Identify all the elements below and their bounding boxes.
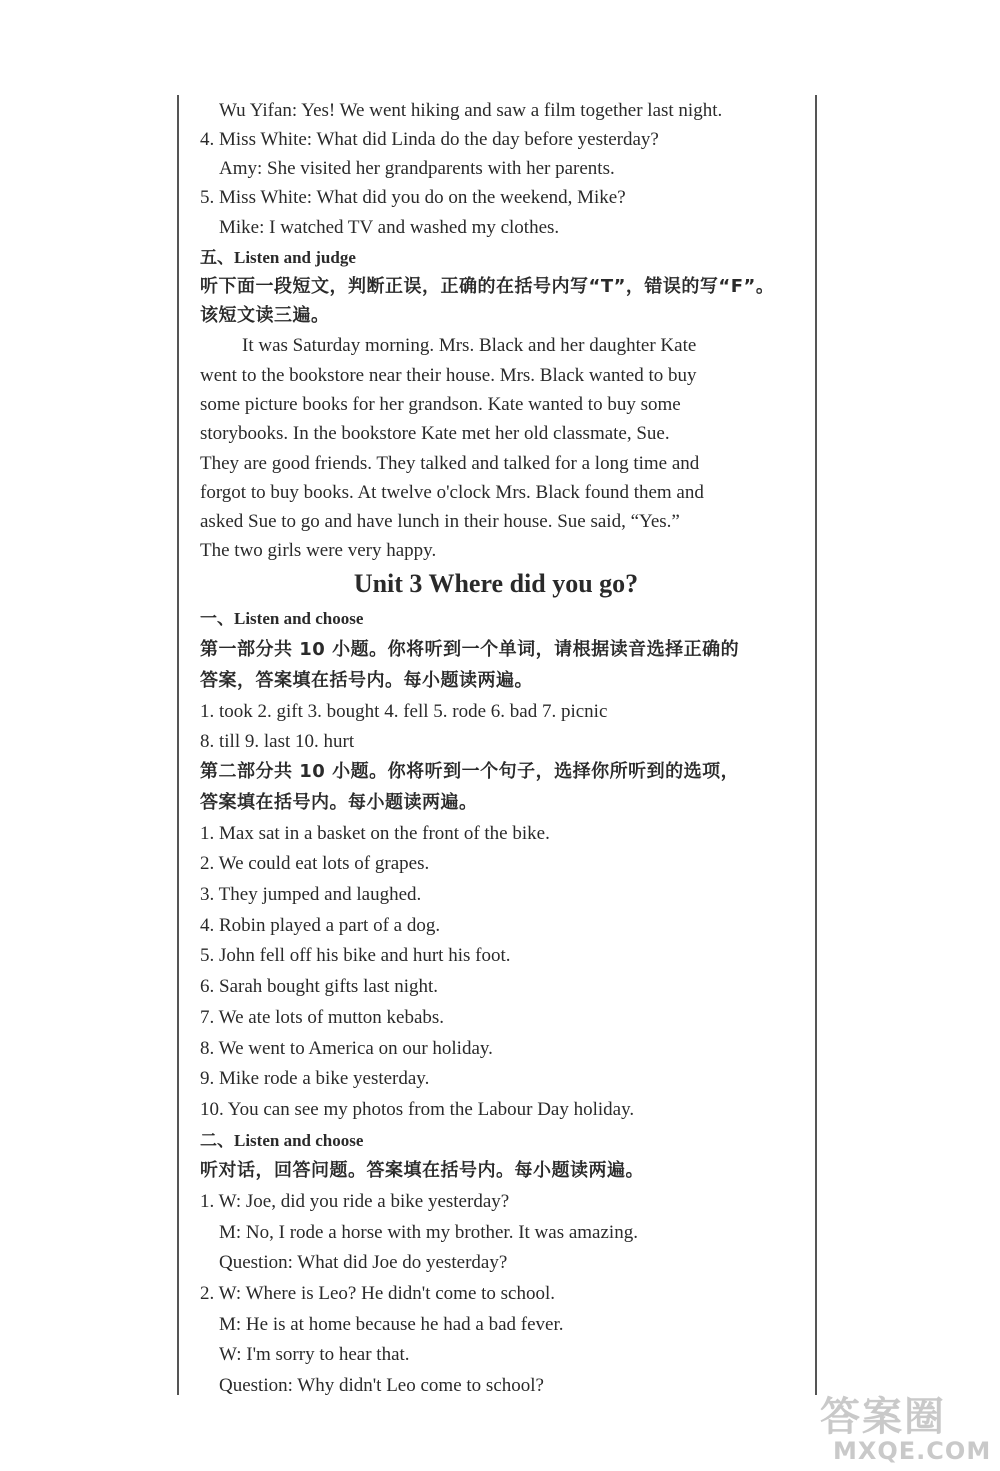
instruction-line: 答案，答案填在括号内。每小题读两遍。 (200, 670, 533, 691)
sentence-item: 2. We could eat lots of grapes. (200, 853, 430, 874)
passage-line: went to the bookstore near their house. Mrs. Black wanted to buy (200, 365, 697, 386)
sentence-item: 9. Mike rode a bike yesterday. (200, 1068, 430, 1089)
right-margin-rule (815, 95, 817, 1395)
word-list-line: 8. till 9. last 10. hurt (200, 731, 355, 752)
instruction-line: 答案填在括号内。每小题读两遍。 (200, 792, 478, 813)
sentence-item: 5. John fell off his bike and hurt his foot. (200, 945, 511, 966)
passage-line: asked Sue to go and have lunch in their house. Sue said, “Yes.” (200, 511, 680, 532)
dialogue-line: 5. Miss White: What did you do on the weekend, Mike? (200, 187, 626, 208)
instruction-line: 第二部分共 10 小题。你将听到一个句子，选择你所听到的选项， (200, 761, 740, 782)
dialogue-line: Mike: I watched TV and washed my clothes. (219, 217, 560, 238)
sentence-item: 4. Robin played a part of a dog. (200, 915, 441, 936)
word-list-line: 1. took 2. gift 3. bought 4. fell 5. rode 6. bad 7. picnic (200, 701, 608, 722)
passage-line: some picture books for her grandson. Kate wanted to buy some (200, 394, 681, 415)
sentence-item: 1. Max sat in a basket on the front of the bike. (200, 823, 550, 844)
dialogue-line: M: He is at home because he had a bad fever. (219, 1314, 564, 1335)
dialogue-line: Amy: She visited her grandparents with her parents. (219, 158, 615, 179)
dialogue-line: W: I'm sorry to hear that. (219, 1344, 410, 1365)
sentence-item: 10. You can see my photos from the Labour Day holiday. (200, 1099, 635, 1120)
question-line: Question: Why didn't Leo come to school? (219, 1375, 544, 1396)
instruction-line: 第一部分共 10 小题。你将听到一个单词，请根据读音选择正确的 (200, 639, 740, 660)
instruction-line: 该短文读三遍。 (200, 305, 330, 326)
dialogue-line: 2. W: Where is Leo? He didn't come to school. (200, 1283, 556, 1304)
dialogue-line: 1. W: Joe, did you ride a bike yesterday? (200, 1191, 510, 1212)
passage-line: It was Saturday morning. Mrs. Black and her daughter Kate (242, 335, 697, 356)
passage-line: They are good friends. They talked and talked for a long time and (200, 453, 700, 474)
sentence-item: 7. We ate lots of mutton kebabs. (200, 1007, 445, 1028)
section-heading-choose-2: 二、Listen and choose (200, 1131, 364, 1150)
passage-line: storybooks. In the bookstore Kate met her old classmate, Sue. (200, 423, 670, 444)
site-watermark (815, 1385, 995, 1470)
section-heading-choose-1: 一、Listen and choose (200, 609, 364, 628)
sentence-item: 8. We went to America on our holiday. (200, 1038, 493, 1059)
dialogue-line: Wu Yifan: Yes! We went hiking and saw a film together last night. (219, 100, 723, 121)
passage-line: forgot to buy books. At twelve o'clock Mrs. Black found them and (200, 482, 704, 503)
watermark-logo: 答案圈 (820, 1394, 946, 1440)
sentence-item: 6. Sarah bought gifts last night. (200, 976, 439, 997)
dialogue-line: 4. Miss White: What did Linda do the day before yesterday? (200, 129, 659, 150)
passage-line: The two girls were very happy. (200, 540, 437, 561)
left-margin-rule (177, 95, 179, 1395)
section-heading-judge: 五、Listen and judge (200, 248, 356, 267)
instruction-line: 听对话，回答问题。答案填在括号内。每小题读两遍。 (200, 1160, 644, 1181)
instruction-line: 听下面一段短文，判断正误，正确的在括号内写“T”，错误的写“F”。 (200, 276, 775, 297)
sentence-item: 3. They jumped and laughed. (200, 884, 422, 905)
dialogue-line: M: No, I rode a horse with my brother. It was amazing. (219, 1222, 638, 1243)
watermark-site: MXQE.COM (833, 1437, 992, 1465)
question-line: Question: What did Joe do yesterday? (219, 1252, 508, 1273)
unit-title: Unit 3 Where did you go? (353, 569, 639, 598)
